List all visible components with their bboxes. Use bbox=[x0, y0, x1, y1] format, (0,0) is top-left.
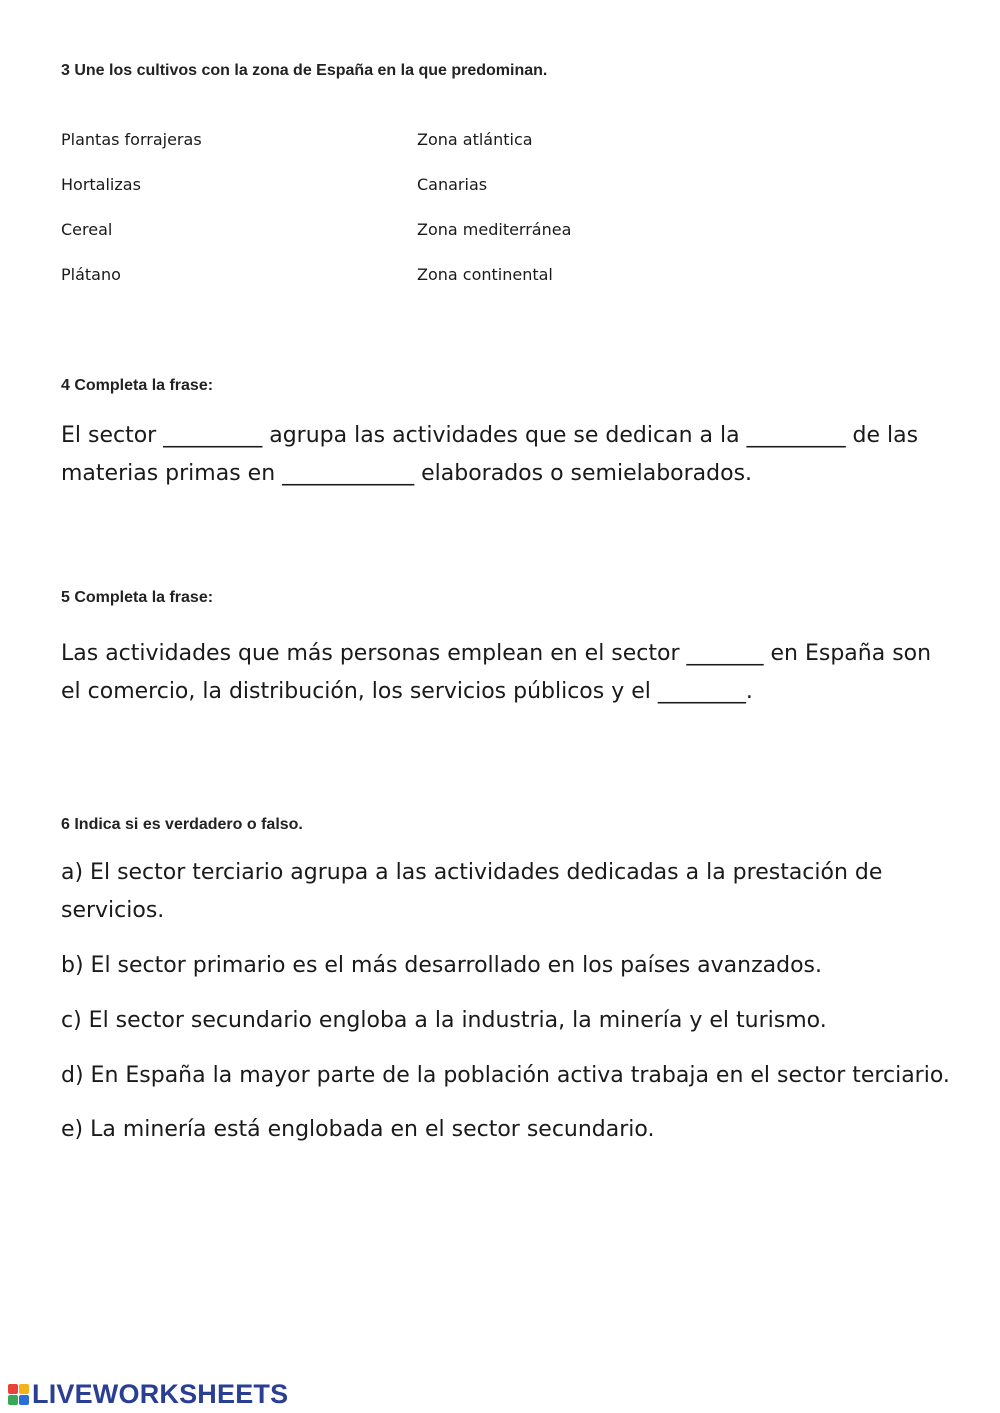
q3-left-item-2: Hortalizas bbox=[61, 175, 141, 194]
q3-heading: 3 Une los cultivos con la zona de España en la que predominan. bbox=[61, 62, 548, 79]
q4-heading: 4 Completa la frase: bbox=[61, 377, 214, 394]
q5-sentence-line-2: el comercio, la distribución, los servicios públicos y el ________. bbox=[61, 679, 753, 704]
liveworksheets-logo-icon bbox=[8, 1384, 29, 1405]
q6-statement-d: d) En España la mayor parte de la población activa trabaja en el sector terciario. bbox=[61, 1063, 950, 1088]
q3-right-item-3: Zona mediterránea bbox=[417, 220, 572, 239]
liveworksheets-logo bbox=[8, 1380, 288, 1408]
q5-heading: 5 Completa la frase: bbox=[61, 589, 214, 606]
liveworksheets-logo-text: LIVEWORKSHEETS bbox=[32, 1379, 289, 1409]
q6-statement-b: b) El sector primario es el más desarrollado en los países avanzados. bbox=[61, 953, 822, 978]
logo-square-yellow bbox=[19, 1384, 29, 1394]
q3-left-item-1: Plantas forrajeras bbox=[61, 130, 202, 149]
q6-heading: 6 Indica si es verdadero o falso. bbox=[61, 816, 303, 833]
q6-statement-a-line-2: servicios. bbox=[61, 898, 165, 923]
q3-right-item-1: Zona atlántica bbox=[417, 130, 533, 149]
q3-right-item-4: Zona continental bbox=[417, 265, 553, 284]
q6-statement-c: c) El sector secundario engloba a la industria, la minería y el turismo. bbox=[61, 1008, 827, 1033]
q5-sentence-line-1: Las actividades que más personas emplean en el sector _______ en España son bbox=[61, 641, 932, 666]
q3-left-item-4: Plátano bbox=[61, 265, 121, 284]
q4-sentence-line-1: El sector _________ agrupa las actividades que se dedican a la _________ de las bbox=[61, 423, 919, 448]
logo-square-red bbox=[8, 1384, 18, 1394]
q3-right-item-2: Canarias bbox=[417, 175, 488, 194]
q6-statement-a-line-1: a) El sector terciario agrupa a las actividades dedicadas a la prestación de bbox=[61, 860, 883, 885]
q6-statement-e: e) La minería está englobada en el sector secundario. bbox=[61, 1117, 655, 1142]
q4-sentence-line-2: materias primas en ____________ elaborados o semielaborados. bbox=[61, 461, 753, 486]
logo-square-green bbox=[8, 1395, 18, 1405]
logo-square-blue bbox=[19, 1395, 29, 1405]
q3-left-item-3: Cereal bbox=[61, 220, 113, 239]
